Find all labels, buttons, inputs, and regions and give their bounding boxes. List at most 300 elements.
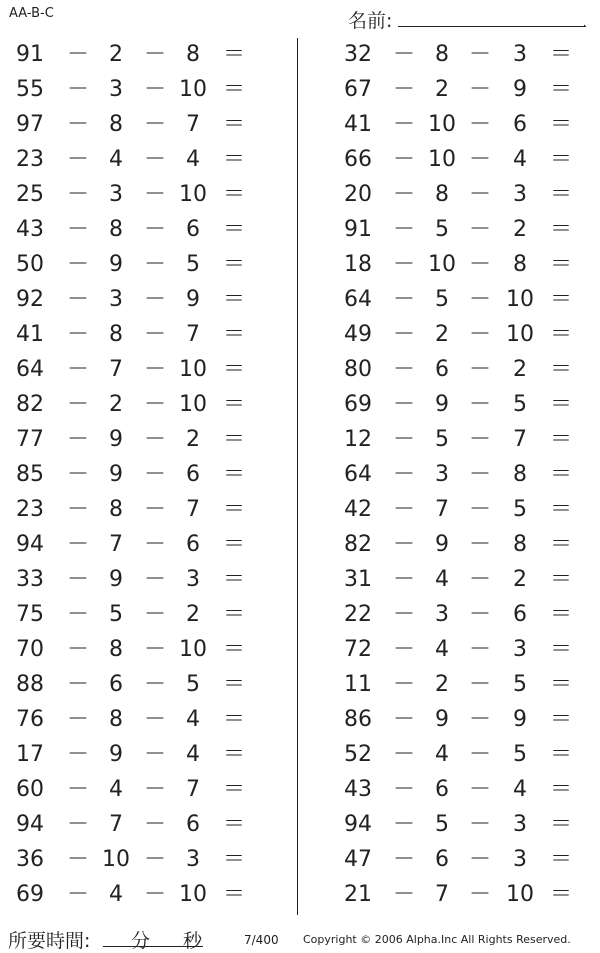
problem-row [304, 703, 594, 738]
minuend: 21 [344, 882, 372, 907]
equals-sign: ＝ [549, 427, 572, 452]
equals-sign: ＝ [549, 217, 572, 242]
minus-sign: － [144, 777, 167, 802]
left-problem-column [0, 38, 290, 913]
subtrahend-2: 4 [186, 147, 200, 172]
equals-sign: ＝ [549, 322, 572, 347]
minus-sign: － [144, 182, 167, 207]
subtrahend-2: 10 [179, 357, 207, 382]
subtrahend-2: 6 [186, 532, 200, 557]
problem-row [304, 878, 594, 913]
subtrahend-1: 3 [109, 182, 123, 207]
minuend: 86 [344, 707, 372, 732]
minus-sign: － [144, 112, 167, 137]
subtrahend-1: 2 [435, 77, 449, 102]
minuend: 64 [344, 462, 372, 487]
problem-row [304, 808, 594, 843]
problem-row [304, 248, 594, 283]
subtrahend-1: 4 [435, 637, 449, 662]
problem-row [304, 598, 594, 633]
minuend: 67 [344, 77, 372, 102]
name-label: 名前: [348, 10, 393, 32]
minus-sign: － [469, 777, 492, 802]
subtrahend-2: 2 [513, 357, 527, 382]
minus-sign: － [469, 497, 492, 522]
subtrahend-2: 3 [513, 847, 527, 872]
minuend: 20 [344, 182, 372, 207]
minus-sign: － [67, 637, 90, 662]
minus-sign: － [144, 252, 167, 277]
minus-sign: － [469, 707, 492, 732]
time-label: 所要時間: [8, 930, 91, 952]
minus-sign: － [144, 602, 167, 627]
problem-row [0, 248, 290, 283]
problem-row [304, 353, 594, 388]
minus-sign: － [469, 147, 492, 172]
minus-sign: － [469, 252, 492, 277]
minus-sign: － [393, 462, 416, 487]
subtrahend-1: 10 [428, 252, 456, 277]
minus-sign: － [469, 427, 492, 452]
subtrahend-1: 8 [109, 637, 123, 662]
minuend: 55 [16, 77, 44, 102]
minuend: 52 [344, 742, 372, 767]
minus-sign: － [469, 357, 492, 382]
problem-row [304, 108, 594, 143]
equals-sign: ＝ [222, 42, 245, 67]
minus-sign: － [393, 357, 416, 382]
minus-sign: － [67, 672, 90, 697]
minus-sign: － [393, 217, 416, 242]
subtrahend-1: 10 [102, 847, 130, 872]
subtrahend-1: 6 [435, 847, 449, 872]
minus-sign: － [67, 147, 90, 172]
minuend: 25 [16, 182, 44, 207]
copyright-notice: Copyright © 2006 Alpha.Inc All Rights Reserved. [303, 933, 571, 946]
problem-row [304, 843, 594, 878]
problem-row [0, 703, 290, 738]
minuend: 82 [16, 392, 44, 417]
minuend: 70 [16, 637, 44, 662]
subtrahend-1: 8 [109, 707, 123, 732]
subtrahend-2: 2 [186, 427, 200, 452]
minuend: 64 [16, 357, 44, 382]
subtrahend-1: 8 [109, 217, 123, 242]
subtrahend-1: 2 [109, 42, 123, 67]
equals-sign: ＝ [549, 847, 572, 872]
equals-sign: ＝ [222, 392, 245, 417]
minus-sign: － [393, 287, 416, 312]
equals-sign: ＝ [549, 112, 572, 137]
minuend: 12 [344, 427, 372, 452]
minuend: 72 [344, 637, 372, 662]
minus-sign: － [393, 77, 416, 102]
minus-sign: － [469, 392, 492, 417]
minus-sign: － [469, 812, 492, 837]
equals-sign: ＝ [222, 672, 245, 697]
minus-sign: － [393, 567, 416, 592]
minuend: 92 [16, 287, 44, 312]
minus-sign: － [67, 777, 90, 802]
minus-sign: － [469, 462, 492, 487]
problem-row [304, 493, 594, 528]
problem-row [0, 73, 290, 108]
equals-sign: ＝ [222, 357, 245, 382]
subtrahend-2: 5 [513, 497, 527, 522]
subtrahend-2: 4 [513, 777, 527, 802]
subtrahend-2: 8 [513, 532, 527, 557]
minus-sign: － [393, 322, 416, 347]
equals-sign: ＝ [222, 882, 245, 907]
equals-sign: ＝ [222, 707, 245, 732]
subtrahend-2: 5 [186, 252, 200, 277]
minuend: 94 [16, 812, 44, 837]
problem-row [0, 318, 290, 353]
minus-sign: － [144, 427, 167, 452]
minus-sign: － [67, 812, 90, 837]
subtrahend-1: 8 [435, 182, 449, 207]
subtrahend-1: 5 [109, 602, 123, 627]
minus-sign: － [67, 532, 90, 557]
subtrahend-2: 10 [506, 287, 534, 312]
minus-sign: － [469, 77, 492, 102]
minus-sign: － [393, 252, 416, 277]
equals-sign: ＝ [549, 357, 572, 382]
minus-sign: － [469, 742, 492, 767]
name-field-line[interactable] [398, 26, 586, 27]
problem-row [0, 108, 290, 143]
problem-row [304, 458, 594, 493]
problem-row [0, 213, 290, 248]
equals-sign: ＝ [222, 112, 245, 137]
equals-sign: ＝ [549, 812, 572, 837]
subtrahend-2: 2 [513, 567, 527, 592]
minuend: 36 [16, 847, 44, 872]
subtrahend-1: 6 [435, 777, 449, 802]
subtrahend-2: 7 [186, 497, 200, 522]
subtrahend-1: 8 [435, 42, 449, 67]
equals-sign: ＝ [222, 287, 245, 312]
minuend: 33 [16, 567, 44, 592]
minus-sign: － [469, 322, 492, 347]
problem-row [0, 598, 290, 633]
minutes-label: 分 [131, 930, 151, 952]
minus-sign: － [67, 112, 90, 137]
subtrahend-2: 3 [513, 637, 527, 662]
subtrahend-2: 10 [506, 322, 534, 347]
minus-sign: － [393, 742, 416, 767]
subtrahend-1: 5 [435, 427, 449, 452]
minus-sign: － [469, 882, 492, 907]
subtrahend-1: 4 [435, 567, 449, 592]
problem-row [0, 493, 290, 528]
subtrahend-2: 10 [179, 637, 207, 662]
problem-row [304, 178, 594, 213]
minus-sign: － [67, 497, 90, 522]
right-problem-column [304, 38, 594, 913]
minuend: 60 [16, 777, 44, 802]
subtrahend-2: 3 [513, 182, 527, 207]
problem-row [304, 73, 594, 108]
subtrahend-2: 3 [186, 567, 200, 592]
problem-row [304, 773, 594, 808]
subtrahend-2: 6 [186, 462, 200, 487]
problem-row [304, 423, 594, 458]
equals-sign: ＝ [549, 77, 572, 102]
equals-sign: ＝ [549, 637, 572, 662]
minus-sign: － [393, 497, 416, 522]
minuend: 22 [344, 602, 372, 627]
subtrahend-1: 6 [109, 672, 123, 697]
problem-row [0, 878, 290, 913]
subtrahend-1: 10 [428, 147, 456, 172]
subtrahend-1: 5 [435, 217, 449, 242]
minus-sign: － [393, 882, 416, 907]
subtrahend-1: 2 [435, 322, 449, 347]
subtrahend-1: 3 [435, 602, 449, 627]
minus-sign: － [469, 217, 492, 242]
subtrahend-1: 8 [109, 497, 123, 522]
equals-sign: ＝ [222, 462, 245, 487]
minuend: 69 [16, 882, 44, 907]
equals-sign: ＝ [549, 147, 572, 172]
subtrahend-2: 7 [186, 777, 200, 802]
minus-sign: － [144, 742, 167, 767]
minuend: 97 [16, 112, 44, 137]
subtrahend-1: 9 [109, 567, 123, 592]
equals-sign: ＝ [222, 602, 245, 627]
subtrahend-1: 9 [109, 252, 123, 277]
problem-row [0, 143, 290, 178]
minus-sign: － [144, 847, 167, 872]
subtrahend-2: 3 [513, 812, 527, 837]
subtrahend-1: 5 [435, 812, 449, 837]
equals-sign: ＝ [549, 182, 572, 207]
minus-sign: － [393, 672, 416, 697]
equals-sign: ＝ [549, 602, 572, 627]
minus-sign: － [67, 77, 90, 102]
subtrahend-1: 4 [109, 882, 123, 907]
minus-sign: － [67, 742, 90, 767]
minus-sign: － [144, 77, 167, 102]
equals-sign: ＝ [222, 427, 245, 452]
equals-sign: ＝ [222, 567, 245, 592]
name-field-end-dot: . [583, 18, 587, 29]
equals-sign: ＝ [549, 882, 572, 907]
minus-sign: － [393, 532, 416, 557]
subtrahend-2: 6 [513, 602, 527, 627]
minus-sign: － [469, 602, 492, 627]
equals-sign: ＝ [222, 637, 245, 662]
minus-sign: － [144, 287, 167, 312]
minus-sign: － [67, 252, 90, 277]
minus-sign: － [393, 42, 416, 67]
seconds-label: 秒 [183, 930, 203, 952]
minus-sign: － [144, 812, 167, 837]
minus-sign: － [393, 392, 416, 417]
equals-sign: ＝ [549, 287, 572, 312]
minus-sign: － [469, 42, 492, 67]
minuend: 42 [344, 497, 372, 522]
subtrahend-2: 7 [513, 427, 527, 452]
minus-sign: － [393, 847, 416, 872]
subtrahend-1: 5 [435, 287, 449, 312]
problem-row [304, 213, 594, 248]
minus-sign: － [67, 602, 90, 627]
minus-sign: － [144, 357, 167, 382]
minuend: 66 [344, 147, 372, 172]
subtrahend-2: 10 [179, 182, 207, 207]
minus-sign: － [67, 567, 90, 592]
minus-sign: － [144, 42, 167, 67]
minuend: 91 [344, 217, 372, 242]
equals-sign: ＝ [549, 462, 572, 487]
minuend: 85 [16, 462, 44, 487]
minuend: 31 [344, 567, 372, 592]
subtrahend-1: 3 [435, 462, 449, 487]
minus-sign: － [144, 532, 167, 557]
subtrahend-2: 2 [513, 217, 527, 242]
minuend: 80 [344, 357, 372, 382]
minus-sign: － [469, 847, 492, 872]
subtrahend-2: 8 [513, 252, 527, 277]
minuend: 23 [16, 497, 44, 522]
minuend: 50 [16, 252, 44, 277]
minus-sign: － [144, 322, 167, 347]
problem-row [0, 668, 290, 703]
subtrahend-2: 5 [513, 672, 527, 697]
minuend: 82 [344, 532, 372, 557]
minus-sign: － [67, 882, 90, 907]
equals-sign: ＝ [222, 497, 245, 522]
subtrahend-1: 10 [428, 112, 456, 137]
minus-sign: － [67, 42, 90, 67]
subtrahend-1: 9 [435, 707, 449, 732]
problem-row [0, 738, 290, 773]
problem-row [0, 528, 290, 563]
minus-sign: － [393, 777, 416, 802]
problem-row [304, 563, 594, 598]
minuend: 17 [16, 742, 44, 767]
equals-sign: ＝ [549, 742, 572, 767]
minus-sign: － [393, 707, 416, 732]
subtrahend-2: 6 [186, 812, 200, 837]
minus-sign: － [67, 392, 90, 417]
minus-sign: － [144, 672, 167, 697]
minus-sign: － [144, 882, 167, 907]
subtrahend-1: 9 [109, 427, 123, 452]
subtrahend-2: 6 [513, 112, 527, 137]
minus-sign: － [144, 567, 167, 592]
problem-row [0, 388, 290, 423]
minuend: 75 [16, 602, 44, 627]
equals-sign: ＝ [222, 182, 245, 207]
problem-row [0, 633, 290, 668]
worksheet-code: AA-B-C [9, 6, 54, 21]
subtrahend-1: 8 [109, 322, 123, 347]
minus-sign: － [67, 427, 90, 452]
equals-sign: ＝ [222, 322, 245, 347]
problem-row [0, 283, 290, 318]
subtrahend-2: 10 [179, 882, 207, 907]
equals-sign: ＝ [222, 252, 245, 277]
equals-sign: ＝ [549, 42, 572, 67]
equals-sign: ＝ [549, 707, 572, 732]
problem-row [0, 353, 290, 388]
minus-sign: － [393, 637, 416, 662]
subtrahend-2: 2 [186, 602, 200, 627]
subtrahend-1: 7 [435, 497, 449, 522]
subtrahend-2: 5 [186, 672, 200, 697]
subtrahend-1: 9 [109, 462, 123, 487]
problem-row [304, 318, 594, 353]
minuend: 47 [344, 847, 372, 872]
subtrahend-1: 7 [435, 882, 449, 907]
subtrahend-1: 8 [109, 112, 123, 137]
subtrahend-1: 6 [435, 357, 449, 382]
subtrahend-2: 9 [186, 287, 200, 312]
subtrahend-2: 3 [186, 847, 200, 872]
equals-sign: ＝ [222, 742, 245, 767]
minus-sign: － [393, 427, 416, 452]
subtrahend-2: 9 [513, 707, 527, 732]
minus-sign: － [67, 462, 90, 487]
minuend: 49 [344, 322, 372, 347]
equals-sign: ＝ [222, 217, 245, 242]
minus-sign: － [67, 707, 90, 732]
minuend: 88 [16, 672, 44, 697]
problem-row [0, 563, 290, 598]
minuend: 43 [344, 777, 372, 802]
problem-row [0, 38, 290, 73]
equals-sign: ＝ [222, 777, 245, 802]
minus-sign: － [393, 182, 416, 207]
equals-sign: ＝ [222, 847, 245, 872]
problem-row [304, 668, 594, 703]
equals-sign: ＝ [549, 497, 572, 522]
minuend: 23 [16, 147, 44, 172]
minus-sign: － [144, 707, 167, 732]
subtrahend-1: 4 [435, 742, 449, 767]
minus-sign: － [67, 847, 90, 872]
minus-sign: － [469, 532, 492, 557]
problem-row [304, 283, 594, 318]
minus-sign: － [144, 217, 167, 242]
equals-sign: ＝ [222, 147, 245, 172]
subtrahend-2: 4 [186, 742, 200, 767]
subtrahend-2: 4 [513, 147, 527, 172]
minus-sign: － [67, 182, 90, 207]
minuend: 41 [16, 322, 44, 347]
subtrahend-2: 7 [186, 322, 200, 347]
minuend: 41 [344, 112, 372, 137]
problem-row [304, 38, 594, 73]
minus-sign: － [393, 112, 416, 137]
problem-row [0, 808, 290, 843]
equals-sign: ＝ [549, 777, 572, 802]
problem-row [0, 178, 290, 213]
subtrahend-1: 7 [109, 532, 123, 557]
minus-sign: － [393, 812, 416, 837]
minus-sign: － [67, 287, 90, 312]
minuend: 91 [16, 42, 44, 67]
subtrahend-2: 6 [186, 217, 200, 242]
equals-sign: ＝ [549, 532, 572, 557]
minuend: 64 [344, 287, 372, 312]
subtrahend-1: 7 [109, 357, 123, 382]
minus-sign: － [393, 147, 416, 172]
subtrahend-1: 2 [109, 392, 123, 417]
